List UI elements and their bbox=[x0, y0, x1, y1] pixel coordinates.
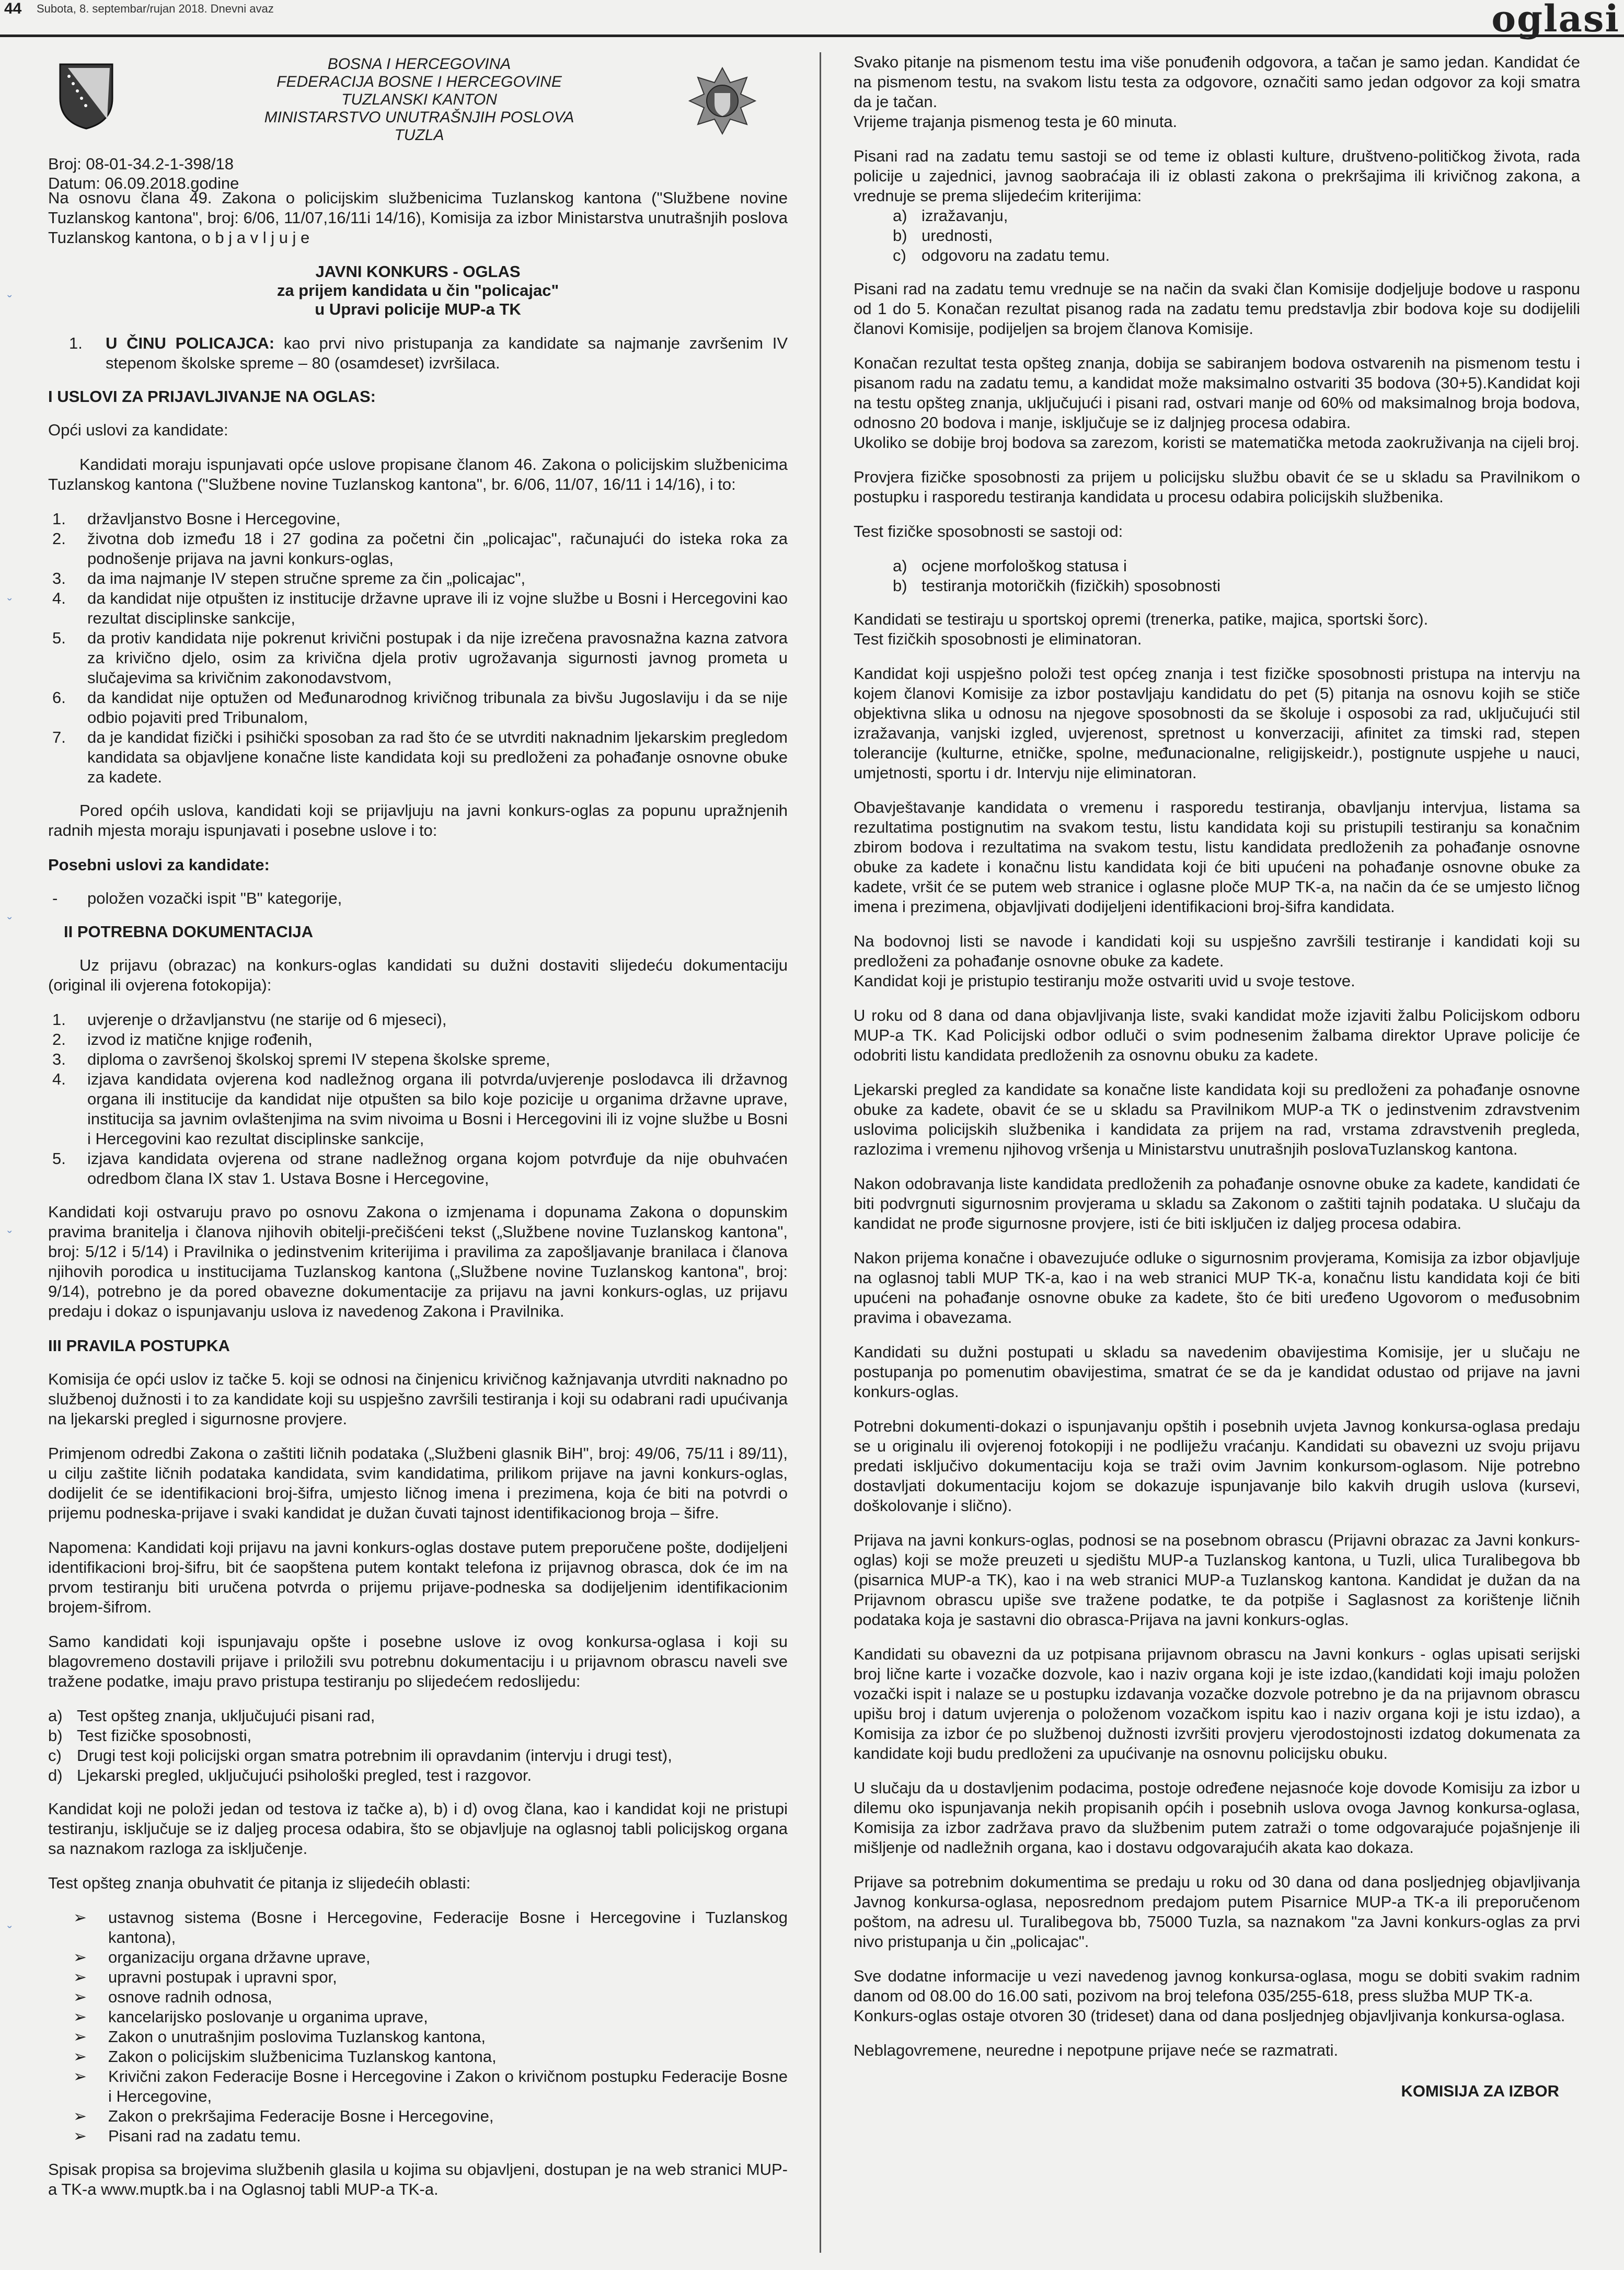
arrow-bullet-icon: ➢ bbox=[73, 1988, 87, 2006]
list-item bbox=[48, 628, 788, 688]
arrow-bullet-icon: ➢ bbox=[73, 1908, 87, 1927]
list-text: da je kandidat fizički i psihički sposoban za rad što će se utvrditi naknadnim ljekarskim pregledom kandidata sa objavljene konačne liste kandidata koji su predloženi za pohađanje osnovne obuke za kadete. bbox=[87, 728, 788, 786]
list-text: diploma o završenoj školskoj spremi IV stepena školske spreme, bbox=[87, 1050, 550, 1068]
list-item bbox=[48, 1908, 788, 1948]
paragraph: Prijave sa potrebnim dokumentima se predaju u roku od 30 dana od dana posljednjeg objavljivanja Javnog konkursa-oglasa, neposrednom predajom putem Pisarnice MUP-a TK-a ili preporučenom poštom, na adresu ul. Turalibegova bb, 75000 Tuzla, sa naznakom "za Javni konkurs-oglas za prvi nivo pristupanja u čin „policajac". bbox=[854, 1873, 1580, 1951]
subheading: Opći uslovi za kandidate: bbox=[48, 421, 228, 439]
list-letter: b) bbox=[48, 1726, 63, 1745]
section-title: oglasi bbox=[1491, 0, 1620, 40]
list-text: Ljekarski pregled, uključujući psihološki pregled, test i razgovor. bbox=[77, 1766, 532, 1784]
paragraph: Konačan rezultat testa opšteg znanja, dobija se sabiranjem bodova ostvarenih na pismenom testu i pisanom radu na zadatu temu, a kandidat može maksimalno ostvariti 35 bodova (30+5).Kandidat koji na testu opšteg znanja, uključujući i pisani rad, ostvari manje od 60% od maksimalnog broja bodova, odnosno 20 bodova i manje, isključuje se iz daljnjeg procesa odabira. Ukoliko se dobije broj bodova sa zarezom, koristi se matematička metoda zaokruživanja na cijeli broj. bbox=[854, 354, 1580, 452]
rules-paragraph: Samo kandidati koji ispunjavaju opšte i posebne uslove iz ovog konkursa-oglasa i koji su blagovremeno dostavili prijave i priložili svu potrebnu dokumentaciju i u prijavnom obrascu naveli sve tražene podatke, imaju pravo pristupa testiranju po slijedećem redoslijedu: bbox=[48, 1632, 788, 1690]
coat-of-arms-icon bbox=[57, 62, 115, 130]
list-item bbox=[48, 728, 788, 787]
list-text: životna dob između 18 i 27 godina za početni čin „policajac", računajući do isteka roka za podnošenje prijava na javni konkurs-oglas, bbox=[87, 529, 788, 568]
list-number: 3. bbox=[52, 569, 66, 587]
paragraph: Sve dodatne informacije u vezi navedenog javnog konkursa-oglasa, mogu se dobiti svakim radnim danom od 08.00 do 16.00 sati, pozivom na broj telefona 035/255-618, press služba MUP TK-a. Konkurs-oglas ostaje otvoren 30 (trideset) dana od dana posljednjeg objavljivanja konkursa-oglasa. bbox=[854, 1967, 1580, 2025]
list-item bbox=[48, 1069, 788, 1149]
letterhead-line: MINISTARSTVO UNUTRAŠNJIH POSLOVA bbox=[264, 109, 574, 126]
list-item bbox=[854, 226, 1580, 246]
list-item bbox=[48, 1967, 788, 1987]
list-letter: c) bbox=[48, 1746, 62, 1765]
list-number: 5. bbox=[52, 1149, 66, 1168]
right-column bbox=[854, 52, 1580, 2248]
special-conditions-heading: Posebni uslovi za kandidate: bbox=[48, 856, 270, 874]
list-number: 3. bbox=[52, 1050, 66, 1068]
list-item bbox=[48, 688, 788, 728]
intro-paragraph: Na osnovu člana 49. Zakona o policijskim službenicima Tuzlanskog kantona ("Službene novine Tuzlanskog kantona", broj: 6/06, 11/07,16/11i 14/16), Komisija za izbor Ministarstva unutrašnjih poslova Tuzlanskog kantona, o b j a v l j u j e bbox=[48, 189, 788, 247]
list-item bbox=[48, 1726, 788, 1746]
list-number: 2. bbox=[52, 529, 66, 548]
title-line: JAVNI KONKURS - OGLAS bbox=[315, 262, 521, 281]
arrow-bullet-icon: ➢ bbox=[73, 2008, 87, 2026]
list-item bbox=[854, 556, 1580, 576]
paragraph: Prijava na javni konkurs-oglas, podnosi se na posebnom obrascu (Prijavni obrazac za Javni konkurs-oglas) koji se može preuzeti u sjedištu MUP-a Tuzlanskog kantona, u Tuzli, ulica Turalibegova bb (pisarnica MUP-a TK), kao i na web stranici MUP-a Tuzlanskog kantona. Kandidat je dužan da na Prijavnom obrascu upiše sve tražene podatke, te da potpiše i Saglasnost za korištenje ličnih podataka koja je sastavni dio obrasca-Prijava na javni konkurs-oglas. bbox=[854, 1531, 1580, 1629]
list-number: 6. bbox=[52, 688, 66, 707]
paragraph: Pisani rad na zadatu temu sastoji se od teme iz oblasti kulture, društveno-političkog života, rada policije u zajednici, javnog saobraćaja ili iz oblasti zakona o prekršajima ili krivičnog zakona, a vrednuje se prema slijedećim kriterijima: bbox=[854, 147, 1580, 205]
position-text: kao prvi nivo pristupanja za kandidate sa najmanje završenim IV stepenom školske spreme – 80 (osamdeset) izvršilaca. bbox=[106, 334, 788, 372]
rules-paragraph: Primjenom odredbi Zakona o zaštiti ličnih podataka („Službeni glasnik BiH", broj: 49/06, 75/11 i 89/11), u cilju zaštite ličnih podataka kandidata, svim kandidatima, prilikom prijave na javni konkurs-oglas, dodijelit će se identifikacioni broj-šifra, umjesto ličnog imena i prezimena, koja će biti na potvrdi o prijemu podneska-prijave i svaki kandidat je dužan čuvati tajnost identifikacionog broja – šifre. bbox=[48, 1444, 788, 1522]
arrow-bullet-icon: ➢ bbox=[73, 1968, 87, 1986]
list-item bbox=[48, 1050, 788, 1069]
list-text: da ima najmanje IV stepen stručne spreme za čin „policajac", bbox=[87, 569, 526, 587]
column-divider bbox=[820, 52, 821, 2253]
list-item bbox=[48, 1030, 788, 1050]
list-number: 4. bbox=[52, 589, 66, 607]
edge-mark: ˇ bbox=[7, 293, 12, 308]
list-text: Test opšteg znanja, uključujući pisani rad, bbox=[77, 1707, 375, 1725]
paragraph: Kandidati su dužni postupati u skladu sa navedenim obavijestima Komisije, jer u slučaju ne postupanja po pomenutim obavijestima, smatrat će se da je kandidat odustao od prijave na javni konkurs-oglas. bbox=[854, 1343, 1580, 1401]
list-item bbox=[854, 576, 1580, 596]
list-text: izjava kandidata ovjerena od strane nadležnog organa kojom potvrđuje da nije obuhvaćen odredbom člana IX stav 1. Ustava Bosne i Hercegovine, bbox=[87, 1149, 788, 1188]
list-text: da protiv kandidata nije pokrenut krivični postupak i da nije izrečena pravosnažna kazna zatvora za krivično djelo, osim za krivična djela protiv ugrožavanja sigurnosti javnog prometa u slučajevima sa krivičnim zakonodavstvom, bbox=[87, 629, 788, 687]
position-label: U ČINU POLICAJCA: bbox=[106, 334, 275, 352]
list-item bbox=[48, 2126, 788, 2146]
arrow-bullet-icon: ➢ bbox=[73, 2107, 87, 2125]
list-item bbox=[48, 1987, 788, 2007]
list-text: Test fizičke sposobnosti, bbox=[77, 1726, 252, 1745]
list-text: osnove radnih odnosa, bbox=[108, 1988, 272, 2006]
list-item bbox=[48, 1948, 788, 1967]
list-text: državljanstvo Bosne i Hercegovine, bbox=[87, 510, 341, 528]
list-item: - položen vozački ispit "B" kategorije, bbox=[52, 889, 342, 907]
section-heading: III PRAVILA POSTUPKA bbox=[48, 1336, 230, 1355]
arrow-bullet-icon: ➢ bbox=[73, 2067, 87, 2085]
list-text: odgovoru na zadatu temu. bbox=[922, 246, 1110, 264]
paragraph: Obavještavanje kandidata o vremenu i rasporedu testiranja, obavljanju intervjua, listama sa rezultatima postignutim na svakom testu, listu kandidata koji su pristupili testiranju sa konačnim zbirom bodova i rezultatima na svakom testu, listu kandidata predloženih za pohađanje osnovne obuke za kadete i konačnu listu kandidata koji će biti upućeni na pohađanje osnovne obuke za kadete, vršit će se putem web stranice i oglasne ploče MUP TK-a, na način da će se umjesto ličnog imena i prezimena, objavljivati dodijeljeni identifikacioni broj-šifra kandidata. bbox=[854, 798, 1580, 916]
list-text: urednosti, bbox=[922, 226, 993, 245]
announcement-title bbox=[48, 262, 788, 319]
letterhead-text bbox=[236, 55, 602, 144]
paragraph: Pisani rad na zadatu temu vrednuje se na način da svaki član Komisije dodjeljuje bodove u rasponu od 1 do 5. Konačan rezultat pisanog rada na zadatu temu predstavlja zbir bodova koje su dodijelili članovi Komisije, podijeljen sa brojem članova Komisije. bbox=[854, 280, 1580, 338]
reference-block bbox=[48, 154, 239, 193]
list-number: 1. bbox=[52, 1010, 66, 1029]
list-number: 5. bbox=[52, 629, 66, 647]
special-conditions-intro: Pored općih uslova, kandidati koji se prijavljuju na javni konkurs-oglas za popunu upražnjenih radnih mjesta moraju ispunjavati i posebne uslove i to: bbox=[48, 801, 788, 839]
list-text: izjava kandidata ovjerena kod nadležnog organa ili potvrda/uvjerenje poslodavca ili državnog organa ili institucije da kandidat nije otpušten sa bilo koje pozicije u organima državne uprave, institucija sa javnim ovlaštenjima na svim nivoima u Bosni i Hercegovini ili iz vojne službe u Bosni i Hercegovini kao rezultat disciplinske sankcije, bbox=[87, 1070, 788, 1148]
list-text: Zakon o policijskim službenicima Tuzlanskog kantona, bbox=[108, 2047, 497, 2066]
letterhead bbox=[48, 52, 788, 192]
paragraph: Neblagovremene, neuredne i nepotpune prijave neće se razmatrati. bbox=[854, 2041, 1339, 2059]
left-column bbox=[48, 52, 788, 2248]
physical-test-list bbox=[854, 556, 1580, 596]
list-item bbox=[48, 1149, 788, 1189]
tests-list bbox=[48, 1706, 788, 1785]
paragraph: Na bodovnoj listi se navode i kandidati koji su uspješno završili testiranje i kandidati koji su predloženi za pohađanje osnovne obuke za kadete. Kandidat koji je pristupio testiranju može ostvariti uvid u svoje testove. bbox=[854, 932, 1580, 990]
letterhead-line: BOSNA I HERCEGOVINA bbox=[327, 55, 511, 73]
letterhead-line: TUZLANSKI KANTON bbox=[341, 91, 497, 108]
list-item bbox=[48, 2047, 788, 2067]
rules-paragraph: Test opšteg znanja obuhvatit će pitanja iz slijedećih oblasti: bbox=[48, 1874, 471, 1892]
list-item bbox=[48, 2007, 788, 2027]
exam-areas-list bbox=[48, 1908, 788, 2146]
documentation-list bbox=[48, 1010, 788, 1189]
arrow-bullet-icon: ➢ bbox=[73, 2127, 87, 2145]
list-item bbox=[48, 1706, 788, 1726]
criteria-list bbox=[854, 206, 1580, 266]
documentation-paragraph: Kandidati koji ostvaruju pravo po osnovu Zakona o izmjenama i dopunama Zakona o dopunskim pravima branitelja i članova njihovih obitelji-prečišćeni tekst („Službene novine Tuzlanskog kantona", broj: 5/12 i 5/14) i Pravilnika o jedinstvenim kriterijima i pravilima za zapošljavanje branilaca i članova njihovih porodica u institucijama Tuzlanskog kantona („Službene novine Tuzlanskog kantona", broj: 9/14), potrebno je da pored obavezne dokumentacije za prijavu na javni konkurs-oglas, uz prijavu predaju i dokaz o ispunjavanju uslova iz navedenog Zakona i Pravilnika. bbox=[48, 1203, 788, 1320]
list-text: Zakon o prekršajima Federacije Bosne i Hercegovine, bbox=[108, 2107, 494, 2125]
paragraph: Svako pitanje na pismenom testu ima više ponuđenih odgovora, a tačan je samo jedan. Kandidat će na pismenom testu, na svakom listu testa za odgovore, označiti samo jedan odgovor za koji smatra da je tačan. Vrijeme trajanja pismenog testa je 60 minuta. bbox=[854, 53, 1580, 131]
list-item bbox=[48, 589, 788, 628]
list-item bbox=[48, 509, 788, 529]
special-conditions-list bbox=[48, 889, 788, 908]
section-heading: I USLOVI ZA PRIJAVLJIVANJE NA OGLAS: bbox=[48, 387, 376, 406]
list-letter: b) bbox=[893, 226, 907, 245]
list-text: Drugi test koji policijski organ smatra potrebnim ili opravdanim (intervju i drugi test), bbox=[77, 1746, 672, 1765]
paragraph: U slučaju da u dostavljenim podacima, postoje određene nejasnoće koje dovode Komisiju za izbor u dilemu oko ispunjavanja nekih propisanih općih i posebnih uslova ovoga Javnog konkursa-oglasa, Komisija za izbor zadržava pravo da službenim putem zatraži o tome odgovarajuće pojašnjenje ili mišljenje od nadležnih organa, kao i dostavu odgovarajućih akata kao dokaza. bbox=[854, 1779, 1580, 1857]
list-item bbox=[48, 2106, 788, 2126]
rules-paragraph: Komisija će opći uslov iz tačke 5. koji se odnosi na činjenicu krivičnog kažnjavanja utvrditi naknadno po službenoj dužnosti i to za kandidate koji su uspješno završili testiranja i koji su odabrani radi upućivanja na ljekarski pregled i sigurnosne provjere. bbox=[48, 1370, 788, 1428]
issue-date: Subota, 8. septembar/rujan 2018. Dnevni avaz bbox=[37, 2, 274, 15]
position-list bbox=[48, 333, 788, 373]
edge-mark: ˇ bbox=[7, 915, 12, 930]
list-number: 7. bbox=[52, 728, 66, 746]
list-item bbox=[854, 206, 1580, 226]
list-text: kancelarijsko poslovanje u organima uprave, bbox=[108, 2008, 428, 2026]
paragraph: Nakon prijema konačne i obavezujuće odluke o sigurnosnim provjerama, Komisija za izbor objavljuje na oglasnoj tabli MUP TK-a, kao i na web stranici MUP TK-a, konačnu listu kandidata koji će biti upućeni na pohađanje osnovne obuke za kadete, što će biti uređeno Ugovorom o međusobnim pravima i obavezama. bbox=[854, 1249, 1580, 1327]
paragraph: Kandidati su obavezni da uz potpisana prijavnom obrascu na Javni konkurs - oglas upisati serijski broj lične karte i vozačke dozvole, kao i naziv organa koji je iste izdao,(kandidati koji imaju položen vozački ispit i nalaze se u postupku izdavanja vozačke dozvole potrebno je da na prijavnom obrascu upišu broj i datum uvjerenja o položenom vozačkom ispitu kao i naziv organa koji je istu izdao), a Komisija za izbor će po službenoj dužnosti izvršiti provjeru vjerodostojnosti izdatog dokumenata za kandidate koji budu predloženi za upućivanje na osnovnu policijsku obuku. bbox=[854, 1645, 1580, 1762]
list-item bbox=[854, 246, 1580, 266]
arrow-bullet-icon: ➢ bbox=[73, 2027, 87, 2046]
list-letter: d) bbox=[48, 1766, 63, 1784]
position-item: 1. U ČINU POLICAJCA: kao prvi nivo pristupanja za kandidate sa najmanje završenim IV stepenom školske spreme – 80 (osamdeset) izvršilaca. bbox=[69, 334, 788, 372]
list-item bbox=[48, 569, 788, 589]
reference-date: Datum: 06.09.2018.godine bbox=[48, 174, 239, 192]
edge-mark: ˇ bbox=[7, 1923, 12, 1939]
arrow-bullet-icon: ➢ bbox=[73, 2047, 87, 2066]
list-text: da kandidat nije otpušten iz institucije državne uprave ili iz vojne službe u Bosni i Hercegovini kao rezultat disciplinske sankcije, bbox=[87, 589, 788, 627]
list-item bbox=[48, 2027, 788, 2047]
list-letter: a) bbox=[893, 557, 907, 575]
paragraph: Kandidati se testiraju u sportskoj opremi (trenerka, patike, majica, sportski šorc). Test fizičkih sposobnosti je eliminatoran. bbox=[854, 610, 1429, 648]
list-text: upravni postupak i upravni spor, bbox=[108, 1968, 337, 1986]
paragraph: Nakon odobravanja liste kandidata predloženih za pohađanje osnovne obuke za kadete, kandidati će biti podvrgnuti sigurnosnim provjerama u skladu sa Zakonom o zaštiti tajnih podataka. U slučaju da kandidat ne prođe sigurnosne provjere, isti će biti isključen iz daljeg procesa odabira. bbox=[854, 1174, 1580, 1232]
list-text: testiranja motoričkih (fizičkih) sposobnosti bbox=[922, 577, 1220, 595]
list-item bbox=[48, 2067, 788, 2106]
paragraph: Kandidat koji uspješno položi test općeg znanja i test fizičke sposobnosti pristupa na intervju na kojem članovi Komisije za izbor postavljaju kandidatu do pet (5) pitanja na osnovu kojih se stiče objektivna slika u odnosu na njegove sposobnosti da se školuje i osposobi za rad, uključujući stil izražavanja, vanjski izgled, uvjerenost, spretnost u konverzaciji, afinitet za timski rad, stepen tolerancije (kulturne, etničke, spolne, međunacionalne, religijskeidr.), postignute uspjehe u nauci, umjetnosti, sportu i dr. Intervju nije eliminatoran. bbox=[854, 664, 1580, 782]
list-text: organizaciju organa državne uprave, bbox=[108, 1948, 371, 1966]
paragraph: Potrebni dokumenti-dokazi o ispunjavanju opštih i posebnih uvjeta Javnog konkursa-oglasa predaju se u originalu ili ovjerenoj fotokopiji i ne podliježu vraćanju. Kandidati su obavezni uz svoju prijavu predati isključivo dokumentaciju koja se traži ovim Javnim konkursom-oglasom. Nije potrebno dostavljati dokumentaciju kojom se dokazuje ispunjavanje bilo kakvih drugih uslova (kursevi, doškolovanje i slično). bbox=[854, 1417, 1580, 1515]
list-text: Zakon o unutrašnjim poslovima Tuzlanskog kantona, bbox=[108, 2027, 486, 2046]
list-item bbox=[48, 1010, 788, 1030]
rules-paragraph: Napomena: Kandidati koji prijavu na javni konkurs-oglas dostave putem preporučene pošte, dodijeljeni identifikacioni broj-šifru, bit će saopštena putem kontakt telefona iz prijavnog obrasca, dok će im na prvom testiranju biti uručena potvrda o prijemu prijave-podneska sa dodijeljenim identifikacionim brojem-šifrom. bbox=[48, 1538, 788, 1616]
general-conditions-list bbox=[48, 509, 788, 787]
paragraph: Provjera fizičke sposobnosti za prijem u policijsku službu obavit će se u skladu sa Pravilnikom o postupku i rasporedu testiranja kandidata u procesu odabira policijskih službenika. bbox=[854, 468, 1580, 506]
police-badge-icon bbox=[688, 67, 756, 135]
section-heading: II POTREBNA DOKUMENTACIJA bbox=[64, 923, 314, 941]
list-text: Krivični zakon Federacije Bosne i Hercegovine i Zakon o krivičnom postupku Federacije Bosne i Hercegovine, bbox=[108, 2067, 788, 2105]
list-letter: b) bbox=[893, 577, 907, 595]
list-text: ocjene morfološkog statusa i bbox=[922, 557, 1127, 575]
newspaper-header bbox=[0, 0, 1624, 40]
list-letter: a) bbox=[893, 206, 907, 225]
general-conditions-paragraph: Kandidati moraju ispunjavati opće uslove propisane članom 46. Zakona o policijskim službenicima Tuzlanskog kantona ("Službene novine Tuzlanskog kantona", br. 6/06, 11/07, 16/11 i 14/16), i to: bbox=[48, 455, 788, 493]
list-number: 2. bbox=[52, 1030, 66, 1048]
rules-paragraph: Spisak propisa sa brojevima službenih glasila u kojima su objavljeni, dostupan je na web stranici MUP-a TK-a www.muptk.ba i na Oglasnoj tabli MUP-a TK-a. bbox=[48, 2160, 788, 2198]
arrow-bullet-icon: ➢ bbox=[73, 1948, 87, 1966]
paragraph: U roku od 8 dana od dana objavljivanja liste, svaki kandidat može izjaviti žalbu Policijskom odboru MUP-a TK. Kad Policijski odbor odluči o svim podnesenim žalbama direktor Uprave policije će odobriti listu kandidata predloženih za osnovnu obuku za kadete. bbox=[854, 1006, 1580, 1064]
list-item bbox=[48, 1766, 788, 1785]
list-text: uvjerenje o državljanstvu (ne starije od 6 mjeseci), bbox=[87, 1010, 447, 1029]
edge-mark: ˇ bbox=[7, 596, 12, 612]
list-item bbox=[48, 1746, 788, 1766]
title-line: za prijem kandidata u čin "policajac" bbox=[277, 281, 559, 299]
list-text: Pisani rad na zadatu temu. bbox=[108, 2127, 301, 2145]
list-number: 4. bbox=[52, 1070, 66, 1088]
list-text: izražavanju, bbox=[922, 206, 1008, 225]
list-text: da kandidat nije optužen od Međunarodnog krivičnog tribunala za bivšu Jugoslaviju i da se nije odbio pojaviti pred Tribunalom, bbox=[87, 688, 788, 727]
signature: KOMISIJA ZA IZBOR bbox=[1401, 2082, 1559, 2100]
paragraph: Ljekarski pregled za kandidate sa konačne liste kandidata koji su predloženi za pohađanje osnovne obuke za kadete, obavit će se u skladu sa Pravilnikom MUP-a TK o jedinstvenim zdravstvenim uslovima policijskih službenika i kandidata za prijem na rad, vrstama zdravstvenih pregleda, razlozima i vremenu njihovog vršenja u Ministarstvu unutrašnjih poslovaTuzlanskog kantona. bbox=[854, 1080, 1580, 1158]
reference-number: Broj: 08-01-34.2-1-398/18 bbox=[48, 155, 234, 173]
list-letter: a) bbox=[48, 1707, 63, 1725]
letterhead-line: TUZLA bbox=[394, 126, 444, 144]
list-item bbox=[48, 529, 788, 569]
title-line: u Upravi policije MUP-a TK bbox=[315, 300, 521, 318]
documentation-intro: Uz prijavu (obrazac) na konkurs-oglas kandidati su dužni dostaviti slijedeću dokumentaciju (original ili ovjerena fotokopija): bbox=[48, 956, 788, 994]
list-number: 1. bbox=[52, 510, 66, 528]
list-text: izvod iz matične knjige rođenih, bbox=[87, 1030, 313, 1048]
paragraph: Test fizičke sposobnosti se sastoji od: bbox=[854, 522, 1123, 540]
list-letter: c) bbox=[893, 246, 906, 264]
page-number: 44 bbox=[4, 0, 22, 17]
list-text: ustavnog sistema (Bosne i Hercegovine, Federacije Bosne i Hercegovine i Tuzlanskog kantona), bbox=[108, 1908, 788, 1946]
rules-paragraph: Kandidat koji ne položi jedan od testova iz tačke a), b) i d) ovog člana, kao i kandidat koji ne pristupi testiranju, isključuje se iz daljeg procesa odabira, što se objavljuje na oglasnoj tabli policijskog organa sa naznakom razloga za isključenje. bbox=[48, 1800, 788, 1858]
edge-mark: ˇ bbox=[7, 1228, 12, 1244]
letterhead-line: FEDERACIJA BOSNE I HERCEGOVINE bbox=[277, 73, 562, 90]
